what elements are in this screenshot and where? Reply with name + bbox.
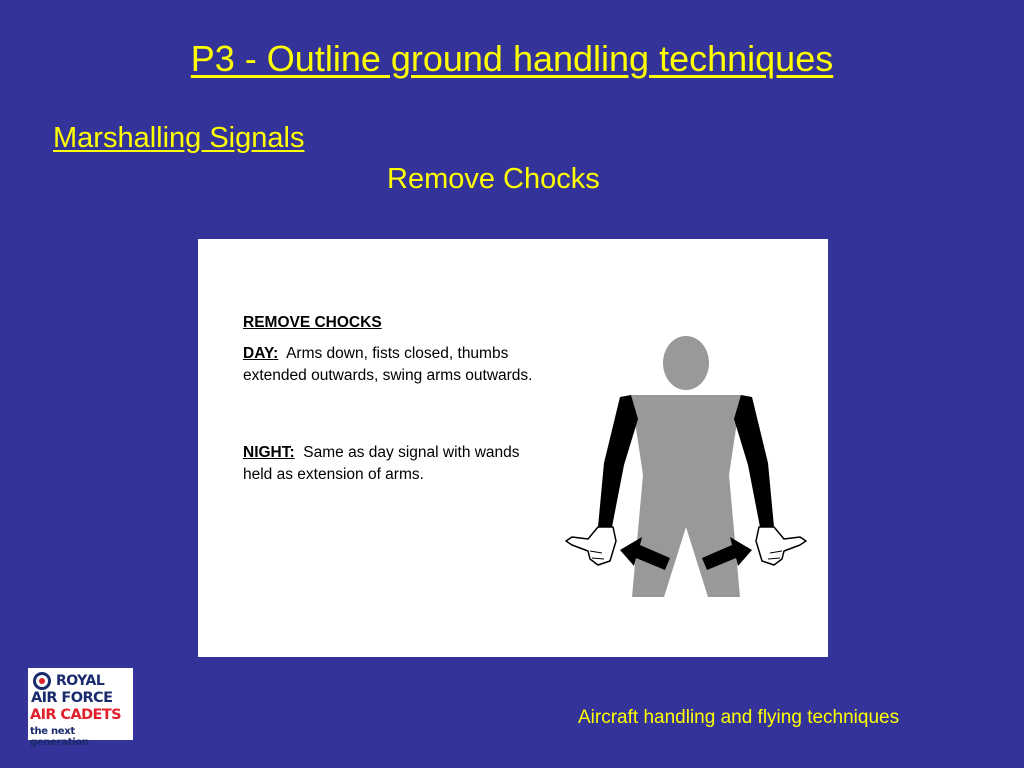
signal-description (243, 312, 543, 486)
right-hand (756, 527, 806, 565)
logo-royal: ROYAL (56, 673, 105, 689)
marshaller-figure (558, 329, 818, 604)
signal-name: Remove Chocks (387, 163, 600, 195)
day-label: DAY: (243, 345, 279, 362)
section-heading: Marshalling Signals (53, 122, 305, 154)
day-instruction (243, 343, 543, 387)
raf-air-cadets-logo (28, 668, 133, 748)
left-hand (566, 527, 616, 565)
slide-title: P3 - Outline ground handling techniques (190, 38, 834, 79)
roundel-icon (32, 671, 52, 691)
night-text: Same as day signal with wands held as extension of arms. (243, 444, 520, 483)
logo-air-force: AIR FORCE (31, 690, 113, 706)
night-label: NIGHT: (243, 444, 295, 461)
signal-panel (198, 239, 828, 657)
panel-heading: REMOVE CHOCKS (243, 314, 382, 331)
figure-body (631, 395, 741, 597)
figure-head (663, 336, 709, 390)
night-instruction (243, 442, 543, 486)
footer-text: Aircraft handling and flying techniques (578, 707, 900, 728)
right-arm (734, 395, 774, 527)
day-text: Arms down, fists closed, thumbs extended outwards, swing arms outwards. (243, 345, 533, 384)
logo-tagline: the next generation (30, 726, 89, 748)
logo-air-cadets: AIR CADETS (30, 707, 121, 723)
left-arm (598, 395, 638, 527)
